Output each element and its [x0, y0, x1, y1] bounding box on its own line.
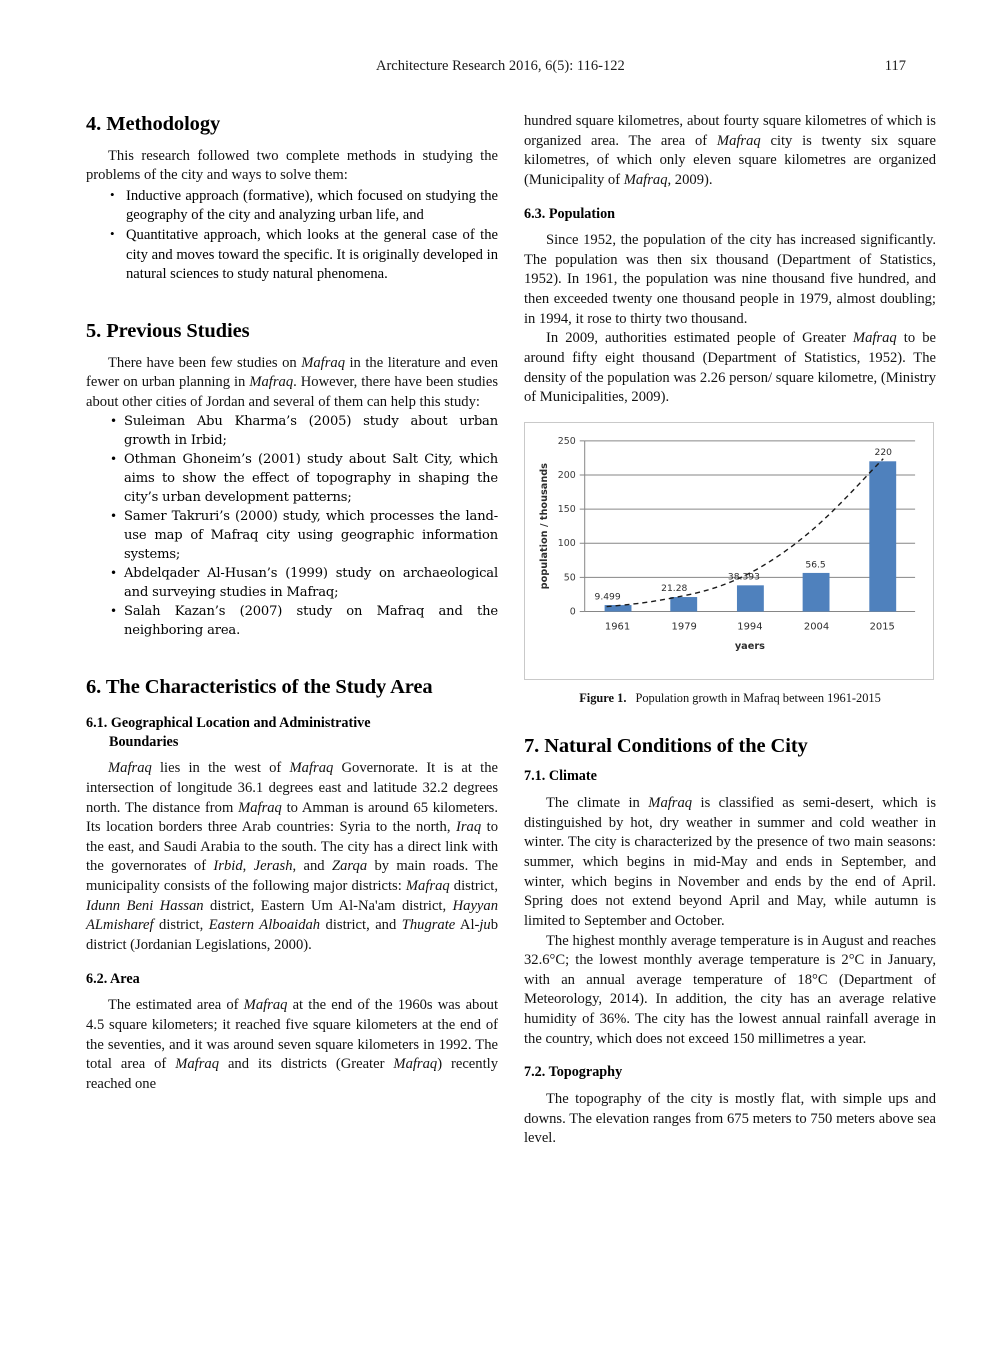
emphasis-mafraq: Mafraq — [243, 997, 288, 1014]
list-item: • Othman Ghoneim’s (2001) study about Salt City, which aims to show the effect of topography in shaping the city’s urban development patterns; — [86, 451, 498, 508]
heading-7-1-climate: 7.1. Climate — [524, 768, 597, 785]
y-tick-150: 150 — [557, 503, 576, 515]
text-run: b district (Jordanian Legislations, 2000). — [86, 917, 499, 953]
x-tick-1994: 1994 — [737, 621, 763, 633]
data-label-1994: 38.393 — [727, 572, 760, 583]
emphasis-mafraq: Mafraq — [405, 878, 450, 895]
text-run: district, — [449, 878, 498, 895]
text-run: ) recently reached one — [86, 1056, 498, 1092]
right-column — [524, 112, 936, 1307]
emphasis-iraq: Iraq — [455, 819, 482, 836]
chart-x-axis-title: yaers — [734, 641, 765, 653]
heading-6-3-population: 6.3. Population — [524, 205, 616, 222]
text-run: The estimated area of — [108, 997, 244, 1014]
text-run: at the end of the 1960s was about 4.5 square kilometers; it reached five square kilometers at the end of the seventies, and it was around seven square kilometers in 1992. The total area of — [86, 997, 499, 1073]
spacer — [86, 285, 498, 319]
text-run: Al- — [455, 917, 480, 934]
text-run: to be around fifty eight thousand (Department of Statistics, 1952). The density of the population was 2.26 person/ square kilometre, (Ministry of Municipalities, 2009). — [524, 330, 936, 406]
chart-bars — [605, 461, 897, 611]
emphasis-mafraq: Mafraq — [289, 760, 334, 777]
previous-studies-intro-paragraph — [86, 354, 498, 413]
x-tick-1979: 1979 — [671, 621, 697, 633]
list-item: • Abdelqader Al-Husan’s (1999) study on archaeological and surveying studies in Mafraq; — [86, 565, 498, 603]
bar-1979 — [670, 597, 697, 611]
text-run: Governorate. It is at the intersection of longitude 36.1 degrees east and latitude 32.2 degrees north. The distance from — [86, 760, 498, 816]
x-tick-1961: 1961 — [604, 621, 631, 633]
paragraph-population-2 — [524, 329, 936, 408]
text-run: district, Eastern Um Al-Na'am district, — [203, 897, 453, 914]
y-tick-250: 250 — [557, 435, 576, 447]
chart-data-labels — [595, 448, 893, 603]
paragraph-6-1 — [86, 759, 498, 955]
page-number: 117 — [884, 58, 906, 74]
text-run: is classified as semi-desert, which is distinguished by hot, dry weather in summer and cold weather in winter. The city is characterized by the presence of two main seasons: summer, which begins in mid-May and ends in September, and winter, which begins in November and ends by the end of April. Spring does not extend beyond April and May, while autumn is limited to September and October. — [524, 795, 936, 929]
text-run: . However, there have been studies about other cities of Jordan and several of them can help this study: — [86, 374, 499, 410]
list-item: • Suleiman Abu Kharma’s (2005) study about urban growth in Irbid; — [86, 413, 498, 451]
paragraph-topography: The topography of the city is mostly flat, with simple ups and downs. The elevation ranges from 675 meters to 750 meters above sea level. — [524, 1091, 936, 1147]
text-run: in the literature and even fewer on urban planning in — [86, 354, 498, 391]
y-tick-200: 200 — [557, 469, 576, 481]
bar-1994 — [737, 585, 764, 611]
text-run: city is twenty six square kilometres, of which only eleven square kilometres are organized (Municipality of — [524, 132, 936, 188]
paragraph-6-2 — [86, 996, 498, 1094]
chart-y-axis-title: population / thousands — [538, 462, 550, 590]
data-label-2004: 56.5 — [805, 560, 826, 571]
data-label-1979: 21.28 — [661, 584, 688, 595]
text-run: The climate in — [546, 795, 649, 812]
data-label-1961: 9.499 — [594, 592, 621, 603]
subheading-line-1: 6.1. Geographical Location and Administrative — [86, 714, 371, 731]
text-run: to the east, and Saudi Arabia to the south. The city has a direct link with the governorates of — [86, 819, 498, 875]
emphasis-mafraq: Mafraq — [301, 354, 345, 371]
emphasis-mafraq: Mafraq — [852, 330, 897, 347]
text-run: district, — [153, 917, 209, 934]
emphasis-mafraq: Mafraq — [648, 795, 693, 812]
text-run: to Amman is around 65 kilometers. Its location borders three Arab countries: Syria to the north, — [86, 799, 499, 836]
previous-studies-bullet-list — [86, 413, 498, 641]
x-tick-2004: 2004 — [803, 621, 830, 633]
bar-2015 — [869, 461, 896, 611]
text-run: In 2009, authorities estimated people of Greater — [546, 330, 853, 347]
list-item: • Salah Kazan’s (2007) study on Mafraq and the neighboring area. — [86, 603, 498, 641]
heading-natural-conditions: 7. Natural Conditions of the City — [524, 734, 808, 757]
emphasis-jerash: Jerash — [253, 858, 293, 875]
emphasis-jub: ju — [479, 917, 491, 934]
heading-6-1-geographical-location — [86, 714, 498, 751]
paragraph-population-1: Since 1952, the population of the city has increased significantly. The population was then six thousand (Department of Statistics, 1952). In 1961, the population was nine thousand five hundred, and then exceeded twenty one thousand people in 1979, almost doubling; in 1994, it rose to thirty two thousand. — [524, 232, 936, 327]
list-item: • Quantitative approach, which looks at the general case of the city and moves toward the specific. It is originally developed in natural sciences to study natural phenomena. — [86, 226, 498, 285]
y-tick-50: 50 — [563, 572, 576, 584]
emphasis-irbid: Irbid — [213, 858, 243, 875]
heading-methodology: 4. Methodology — [86, 113, 221, 135]
paragraph-area-continued — [524, 112, 936, 191]
figure-1 — [524, 422, 936, 706]
two-column-body — [86, 112, 936, 1307]
paragraph-climate — [524, 794, 936, 931]
figure-caption-text: Population growth in Mafraq between 1961-2015 — [635, 690, 881, 705]
methodology-bullet-list — [86, 187, 498, 285]
chart-trendline — [607, 459, 884, 607]
y-tick-0: 0 — [569, 606, 576, 618]
emphasis-idunn-beni-hassan: Idunn Beni Hassan — [86, 897, 204, 914]
emphasis-mafraq: Mafraq — [238, 799, 282, 816]
text-run: and its districts (Greater — [219, 1056, 394, 1073]
list-item: • Inductive approach (formative), which focused on studying the geography of the city and analyzing urban life, and — [86, 187, 498, 226]
text-run: hundred square kilometres, about fourty square kilometres of which is organized area. The area of — [524, 113, 936, 149]
emphasis-mafraq: Mafraq — [108, 760, 152, 777]
heading-characteristics: 6. The Characteristics of the Study Area — [86, 676, 433, 699]
emphasis-mafraq: Mafraq — [249, 374, 294, 391]
text-run: lies in the west of — [151, 760, 290, 777]
bar-2004 — [803, 573, 830, 612]
emphasis-zarqa: Zarqa — [331, 858, 368, 875]
chart-y-tick-labels — [558, 436, 576, 618]
emphasis-mafraq: Mafraq — [175, 1056, 219, 1073]
emphasis-mafraq: Mafraq — [393, 1056, 438, 1073]
population-growth-chart — [524, 422, 934, 680]
figure-caption — [524, 691, 936, 706]
text-run: , and — [292, 858, 332, 875]
paragraph-temperature: The highest monthly average temperature is in August and reaches 32.6°C; the lowest monthly average temperature is 2°C in January, with an annual average temperature of 18°C (Department of Meteorology, 2014). In addition, the city has an average relative humidity of 36%. The city has the lowest annual rainfall average in the country, which does not exceed 150 millimetres a year. — [524, 932, 936, 1047]
left-column — [86, 112, 498, 1307]
chart-svg — [525, 423, 933, 679]
x-tick-2015: 2015 — [869, 621, 895, 633]
heading-6-2-area: 6.2. Area — [86, 970, 140, 987]
journal-citation: Architecture Research 2016, 6(5): 116-122 — [376, 58, 625, 74]
emphasis-thugrate: Thugrate — [401, 917, 456, 934]
spacer — [524, 706, 936, 734]
chart-x-tick-labels — [605, 621, 895, 632]
text-run: district, and — [320, 917, 402, 934]
methodology-intro-paragraph: This research followed two complete methods in studying the problems of the city and ways to solve them: — [86, 147, 498, 184]
heading-previous-studies: 5. Previous Studies — [86, 319, 250, 342]
text-run: There have been few studies on — [108, 354, 302, 371]
spacer — [86, 641, 498, 675]
data-label-2015: 220 — [874, 447, 892, 458]
list-item: • Samer Takruri’s (2000) study, which processes the land-use map of Mafraq city using geographic information systems; — [86, 508, 498, 565]
emphasis-mafraq: Mafraq — [716, 132, 761, 149]
emphasis-hayyan-almisharef: Hayyan ALmisharef — [86, 897, 498, 934]
figure-caption-number: Figure 1. — [579, 690, 627, 705]
emphasis-mafraq: Mafraq — [623, 171, 668, 188]
subheading-line-2: Boundaries — [109, 733, 179, 750]
heading-7-2-topography: 7.2. Topography — [524, 1064, 623, 1081]
emphasis-eastern-alboaidah: Eastern Alboaidah — [208, 917, 321, 934]
text-run: by main roads. The municipality consists of the following major districts: — [86, 858, 498, 895]
text-run: , 2009). — [667, 171, 713, 188]
text-run: , — [242, 858, 254, 875]
running-head — [86, 58, 906, 75]
chart-y-axis — [580, 441, 585, 612]
y-tick-100: 100 — [557, 538, 576, 550]
